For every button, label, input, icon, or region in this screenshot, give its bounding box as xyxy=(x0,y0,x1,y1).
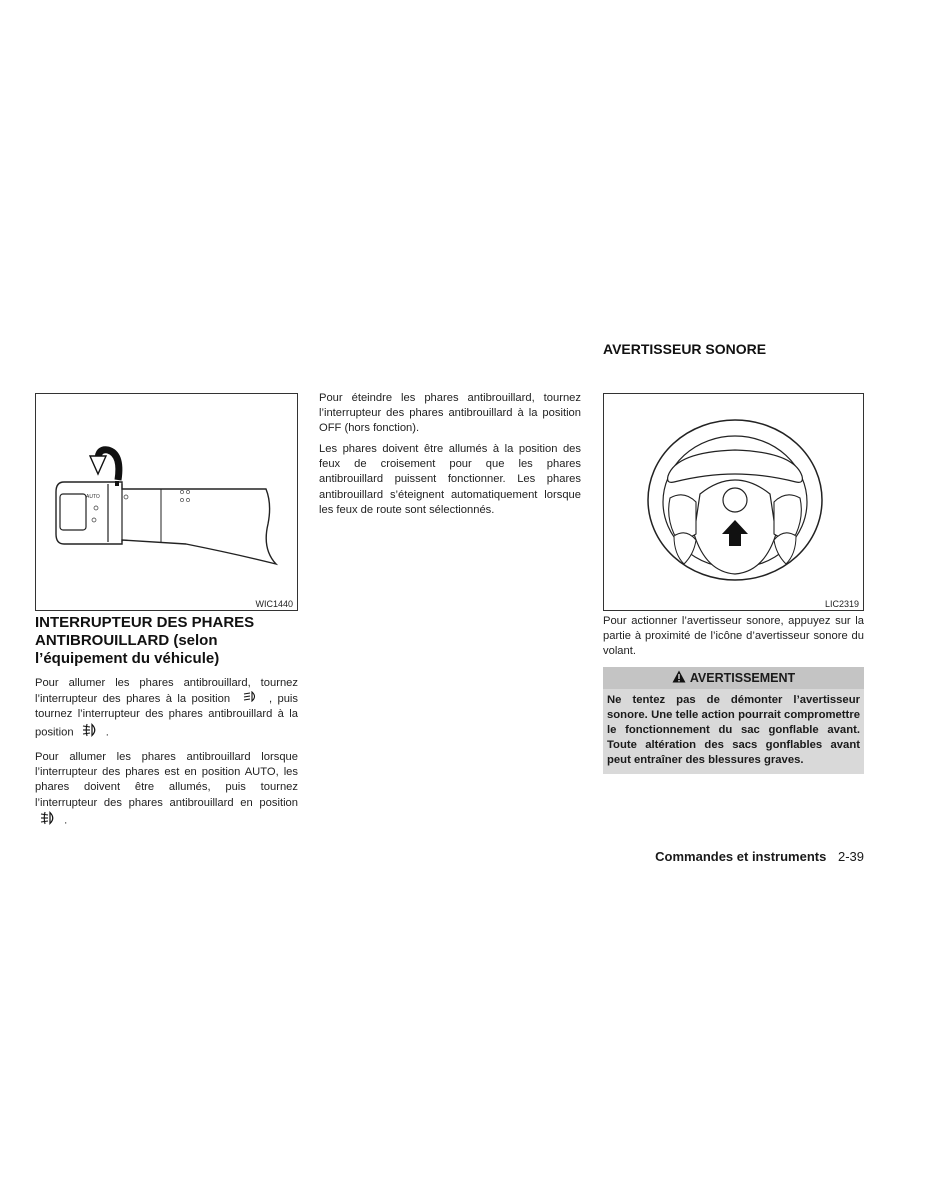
paragraph-fog-on xyxy=(35,676,298,742)
paragraph-text: Pour allumer les phares antibrouillard lorsque l’interrupteur des phares est en position AUTO, les phares doivent être allumés, puis tournez l’interrupteur des phares antibrouillard en position xyxy=(35,751,298,809)
front-fog-light-icon xyxy=(35,811,61,830)
warning-triangle-icon xyxy=(672,670,686,686)
figure-code: LIC2319 xyxy=(824,599,859,609)
page-footer xyxy=(655,849,864,864)
warning-title-bar xyxy=(603,667,864,689)
paragraph-text: Pour allumer les phares antibrouillard, tournez l’interrupteur des phares à la position xyxy=(35,677,298,706)
section-heading-horn: AVERTISSEUR SONORE xyxy=(603,341,767,357)
rotation-arrow-icon xyxy=(90,450,119,480)
headlamp-switch-figure xyxy=(35,393,298,611)
warning-title: AVERTISSEMENT xyxy=(689,671,796,685)
figure-code: WIC1440 xyxy=(255,599,293,609)
steering-wheel-illustration xyxy=(604,394,863,610)
paragraph-fog-off: Pour éteindre les phares antibrouillard, tournez l’interrupteur des phares antibrouillard à la position OFF (hors fonction). xyxy=(319,392,581,435)
paragraph-text: . xyxy=(64,814,68,827)
section-heading-fog-lights: INTERRUPTEUR DES PHARES ANTIBROUILLARD (selon l’équipement du véhicule) xyxy=(35,614,255,667)
paragraph-text: . xyxy=(105,726,109,739)
steering-wheel-figure xyxy=(603,393,864,611)
paragraph-fog-conditions: Les phares doivent être allumés à la position des feux de croisement pour que les phares antibrouillard puissent fonctionner. Les phares antibrouillard s’éteignent automatiquement lorsque les feux de route sont sélectionnés. xyxy=(319,443,581,516)
front-fog-light-icon xyxy=(77,723,103,742)
paragraph-text: , puis tournez l’interrupteur des phares antibrouillard à la position xyxy=(35,693,298,739)
auto-label: AUTO xyxy=(86,494,100,500)
headlamp-switch-illustration xyxy=(36,394,297,610)
page-number: 2-39 xyxy=(837,849,864,864)
warning-text: Ne tentez pas de démonter l’avertisseur sonore. Une telle action pourrait compromettre le fonctionnement du sac gonflable avant. Toute altération des sacs gonflables avant peut entraîner des blessures graves. xyxy=(607,694,860,766)
footer-section-title: Commandes et instruments xyxy=(655,849,827,864)
warning-box xyxy=(603,667,864,774)
paragraph-horn: Pour actionner l’avertisseur sonore, appuyez sur la partie à proximité de l’icône d’avertisseur sonore du volant. xyxy=(603,615,864,658)
headlamp-low-beam-icon xyxy=(236,691,264,707)
paragraph-fog-auto xyxy=(35,750,298,830)
